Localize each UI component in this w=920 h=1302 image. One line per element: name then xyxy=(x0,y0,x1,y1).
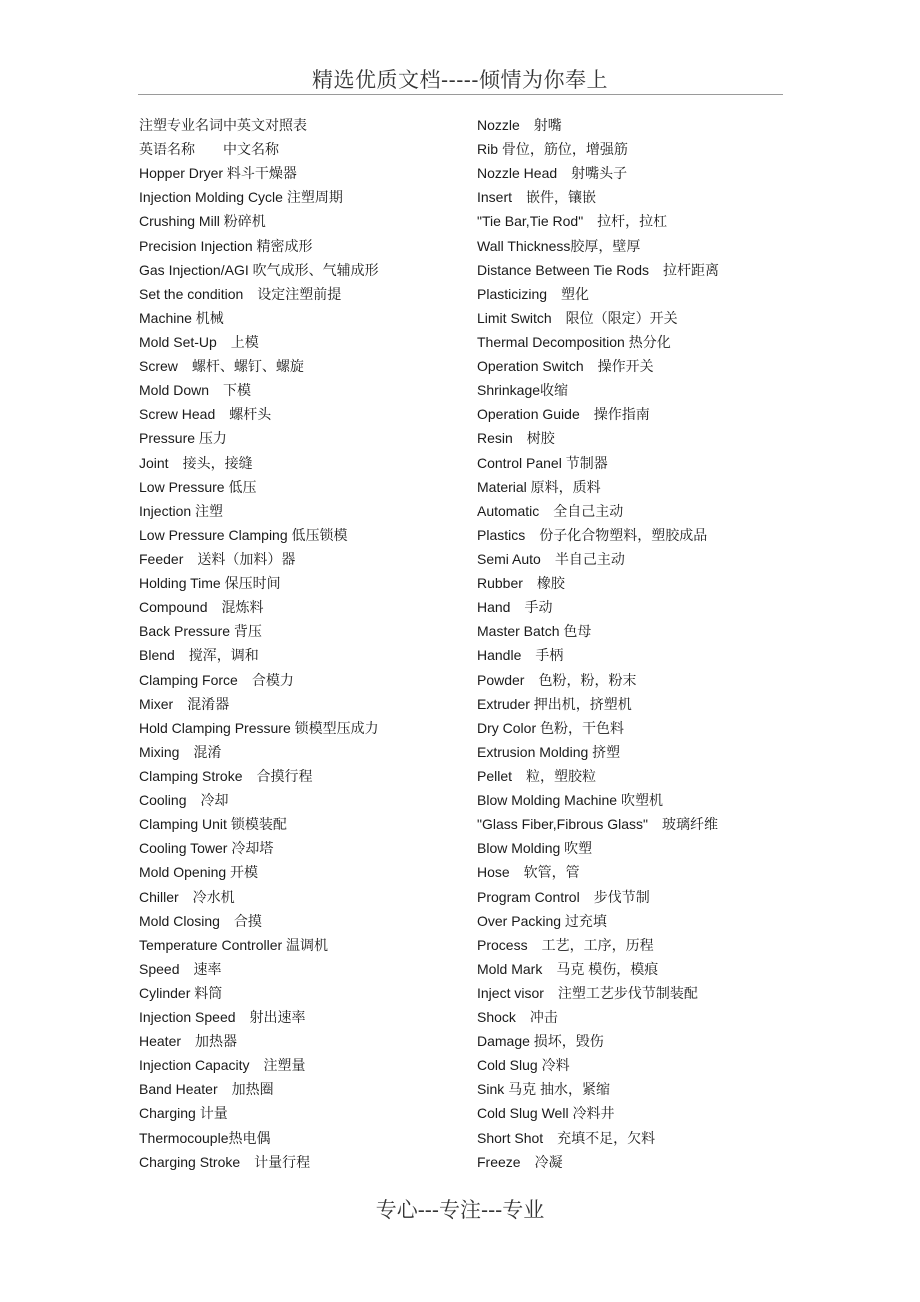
glossary-entry: Operation Guide 操作指南 xyxy=(477,406,650,423)
glossary-entry: Thermal Decomposition 热分化 xyxy=(477,333,671,350)
glossary-entry: Injection 注塑 xyxy=(139,502,224,519)
glossary-entry: Nozzle 射嘴 xyxy=(477,117,562,133)
glossary-entry: Plasticizing 塑化 xyxy=(477,285,590,302)
glossary-entry: Shock 冲击 xyxy=(477,1009,558,1026)
glossary-entry: Extruder 押出机，挤塑机 xyxy=(477,695,632,712)
glossary-entry: Thermocouple热电偶 xyxy=(139,1129,271,1146)
glossary-entry: Low Pressure 低压 xyxy=(139,478,257,495)
glossary-entry: Cold Slug 冷料 xyxy=(477,1057,570,1074)
glossary-entry: Cylinder 料筒 xyxy=(139,984,223,1001)
glossary-entry: Clamping Stroke 合摸行程 xyxy=(139,767,313,784)
glossary-entry: Screw 螺杆、螺钉、螺旋 xyxy=(139,358,304,375)
glossary-entry: Hose 软管，管 xyxy=(477,864,580,881)
glossary-entry: Cooling Tower 冷却塔 xyxy=(139,840,274,857)
glossary-entry: Control Panel 节制器 xyxy=(477,454,608,471)
glossary-entry: Semi Auto 半自己主动 xyxy=(477,550,625,567)
glossary-entry: "Glass Fiber,Fibrous Glass" 玻璃纤维 xyxy=(477,816,718,833)
glossary-entry: Wall Thickness胶厚，壁厚 xyxy=(477,237,641,254)
glossary-entry: Resin 树胶 xyxy=(477,430,555,447)
glossary-entry: Injection Speed 射出速率 xyxy=(139,1009,306,1026)
glossary-entry: Mold Closing 合摸 xyxy=(139,912,262,929)
glossary-entry: Extrusion Molding 挤塑 xyxy=(477,743,621,760)
glossary-entry: Mold Opening 开模 xyxy=(139,864,259,881)
glossary-entry: Speed 速率 xyxy=(139,960,222,977)
glossary-entry: Cooling 冷却 xyxy=(139,792,229,809)
glossary-entry: Feeder 送料（加料）器 xyxy=(139,550,296,567)
glossary-entry: Injection Capacity 注塑量 xyxy=(139,1057,306,1074)
glossary-entry: Limit Switch 限位（限定）开关 xyxy=(477,309,678,326)
glossary-entry: Mold Set-Up 上模 xyxy=(139,333,259,350)
glossary-entry: Blend 搅浑，调和 xyxy=(139,647,259,664)
glossary-entry: Band Heater 加热圈 xyxy=(139,1081,274,1098)
glossary-entry: Crushing Mill 粉碎机 xyxy=(139,213,266,230)
glossary-left-column xyxy=(139,113,469,1174)
glossary-entry: Machine 机械 xyxy=(139,309,224,326)
header-divider xyxy=(138,94,783,95)
glossary-entry: Master Batch 色母 xyxy=(477,623,592,640)
glossary-entry: Material 原料，质料 xyxy=(477,478,601,495)
glossary-entry: Nozzle Head 射嘴头子 xyxy=(477,165,628,182)
glossary-entry: Blow Molding 吹塑 xyxy=(477,840,593,857)
glossary-entry: Chiller 冷水机 xyxy=(139,888,235,905)
glossary-entry: Operation Switch 操作开关 xyxy=(477,358,654,375)
glossary-entry: Pellet 粒，塑胶粒 xyxy=(477,767,597,784)
glossary-entry: Plastics 份子化合物塑料，塑胶成品 xyxy=(477,526,708,543)
glossary-entry: Freeze 冷凝 xyxy=(477,1153,563,1170)
glossary-entry: Clamping Force 合模力 xyxy=(139,671,294,688)
glossary-entry: Temperature Controller 温调机 xyxy=(139,936,329,953)
glossary-entry: Rubber 橡胶 xyxy=(477,575,565,592)
glossary-entry: Back Pressure 背压 xyxy=(139,623,262,640)
glossary-entry: Cold Slug Well 冷料井 xyxy=(477,1105,615,1122)
glossary-entry: Hopper Dryer 料斗干燥器 xyxy=(139,165,297,182)
glossary-entry: Precision Injection 精密成形 xyxy=(139,237,313,254)
glossary-entry: Inject visor 注塑工艺步伐节制装配 xyxy=(477,984,698,1001)
glossary-entry: Automatic 全自己主动 xyxy=(477,502,624,519)
glossary-entry: Heater 加热器 xyxy=(139,1033,238,1050)
glossary-entry: Process 工艺，工序，历程 xyxy=(477,936,654,953)
glossary-entry: Distance Between Tie Rods 拉杆距离 xyxy=(477,261,719,278)
glossary-entry: Gas Injection/AGI 吹气成形、气辅成形 xyxy=(139,261,379,278)
glossary-entry: Rib 骨位，筋位，增强筋 xyxy=(477,141,628,158)
glossary-entry: 注塑专业名词中英文对照表 xyxy=(139,117,307,133)
glossary-entry: Mixer 混淆器 xyxy=(139,695,230,712)
glossary-entry: Hand 手动 xyxy=(477,599,553,616)
glossary-entry: Screw Head 螺杆头 xyxy=(139,406,272,423)
page-footer-text: 专心---专注---专业 xyxy=(375,1198,545,1222)
glossary-entry: Mold Down 下模 xyxy=(139,382,252,399)
glossary-entry: Damage 损坏，毁伤 xyxy=(477,1033,604,1050)
glossary-entry: Low Pressure Clamping 低压锁模 xyxy=(139,526,348,543)
glossary-entry: Holding Time 保压时间 xyxy=(139,575,281,592)
glossary-entry: Powder 色粉，粉，粉末 xyxy=(477,671,637,688)
glossary-entry: "Tie Bar,Tie Rod" 拉杆，拉杠 xyxy=(477,213,668,230)
glossary-entry: Hold Clamping Pressure 锁模型压成力 xyxy=(139,719,379,736)
glossary-entry: 英语名称 中文名称 xyxy=(139,141,279,158)
glossary-entry: Short Shot 充填不足，欠料 xyxy=(477,1129,656,1146)
glossary-entry: Compound 混炼料 xyxy=(139,599,264,616)
glossary-entry: Clamping Unit 锁模装配 xyxy=(139,816,287,833)
glossary-entry: Joint 接头，接缝 xyxy=(139,454,253,471)
glossary-entry: Dry Color 色粉，干色料 xyxy=(477,719,625,736)
glossary-entry: Shrinkage收缩 xyxy=(477,382,569,399)
glossary-entry: Charging Stroke 计量行程 xyxy=(139,1153,311,1170)
glossary-entry: Charging 计量 xyxy=(139,1105,228,1122)
glossary-entry: Program Control 步伐节制 xyxy=(477,888,650,905)
glossary-entry: Set the condition 设定注塑前提 xyxy=(139,285,342,302)
glossary-entry: Sink 马克 抽水，紧缩 xyxy=(477,1081,611,1098)
page-header-title: 精选优质文档-----倾情为你奉上 xyxy=(312,68,608,92)
glossary-entry: Injection Molding Cycle 注塑周期 xyxy=(139,189,343,206)
glossary-entry: Mold Mark 马克 模伤，模痕 xyxy=(477,960,659,977)
glossary-entry: Blow Molding Machine 吹塑机 xyxy=(477,792,663,809)
glossary-entry: Mixing 混淆 xyxy=(139,743,222,760)
glossary-entry: Pressure 压力 xyxy=(139,430,227,447)
glossary-entry: Handle 手柄 xyxy=(477,647,564,664)
glossary-right-column xyxy=(477,113,777,1174)
glossary-entry: Insert 嵌件，镶嵌 xyxy=(477,189,597,206)
glossary-entry: Over Packing 过充填 xyxy=(477,912,607,929)
